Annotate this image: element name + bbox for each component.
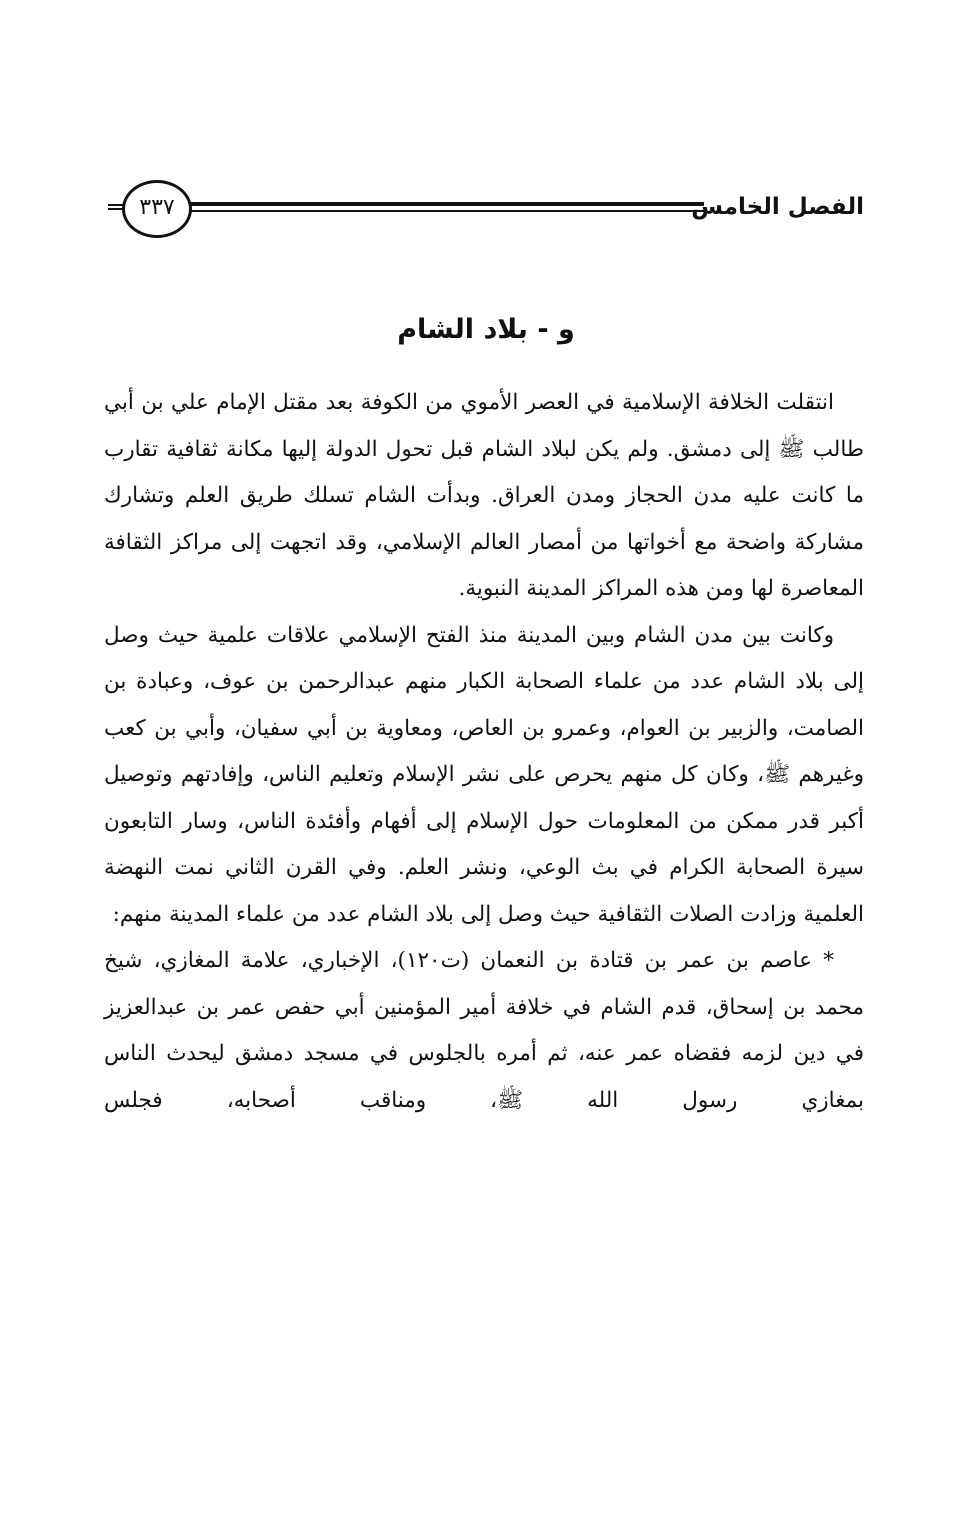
header-rule	[186, 202, 704, 212]
page-header	[108, 186, 864, 244]
body-text	[104, 380, 864, 1124]
paragraph-3: * عاصم بن عمر بن قتادة بن النعمان (ت١٢٠)، الإخباري، علامة المغازي، شيخ محمد بن إسحاق، قدم الشام في خلافة أمير المؤمنين أبي حفص عمر بن عبدالعزيز في دين لزمه فقضاه عمر عنه، ثم أمره بالجلوس في مسجد دمشق ليحدث الناس بمغازي رسول الله ﷺ، ومناقب أصحابه، فجلس	[104, 948, 864, 1113]
paragraph-2: وكانت بين مدن الشام وبين المدينة منذ الفتح الإسلامي علاقات علمية حيث وصل إلى بلاد الشام عدد من علماء الصحابة الكبار منهم عبدالرحمن بن عوف، وعبادة بن الصامت، والزبير بن العوام، وعمرو بن العاص، ومعاوية بن أبي سفيان، وأبي بن كعب وغيرهم ﷺ، وكان كل منهم يحرص على نشر الإسلام وتعليم الناس، وإفادتهم وتوصيل أكبر قدر ممكن من المعلومات حول الإسلام إلى أفهام وأفئدة الناس، وسار التابعون سيرة الصحابة الكرام في بث الوعي، ونشر العلم. وفي القرن الثاني نمت النهضة العلمية وزادت الصلات الثقافية حيث وصل إلى بلاد الشام عدد من علماء المدينة منهم:	[104, 622, 864, 927]
chapter-title: الفصل الخامس	[691, 194, 864, 220]
page-number: ٣٣٧	[139, 195, 175, 220]
section-title: و - بلاد الشام	[397, 314, 575, 345]
page-number-circle	[122, 180, 192, 238]
paragraph-1: انتقلت الخلافة الإسلامية في العصر الأموي من الكوفة بعد مقتل الإمام علي بن أبي طالب ﷺ إلى دمشق. ولم يكن لبلاد الشام قبل تحول الدولة إليها مكانة ثقافية تقارب ما كانت عليه مدن الحجاز ومدن العراق. وبدأت الشام تسلك طريق العلم وتشارك مشاركة واضحة مع أخواتها من أمصار العالم الإسلامي، وقد اتجهت إلى مراكز الثقافة المعاصرة لها ومن هذه المراكز المدينة النبوية.	[104, 390, 864, 601]
